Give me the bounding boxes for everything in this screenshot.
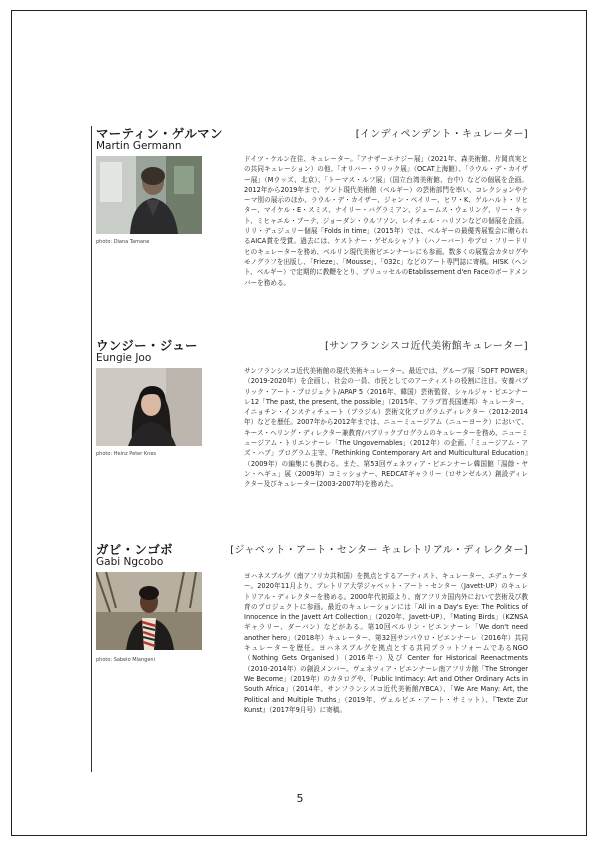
portrait-image [96, 156, 202, 234]
portrait-image [96, 368, 202, 446]
biography-text: ヨハネスブルグ（南アフリカ共和国）を拠点とするアーティスト、キュレーター、エデュケーター。2020年11月より、プレトリア大学ジャベット・アート・センター（Javett-UP）のキュレトリアル・ディレクターを務める。2000年代初頭より、南アフリカ国内外において芸術及び教育のプロジェクトに参画。最近のキュレーションには「All in a Day's Eye: The Politics of Innocence in the Javett Art Collection」（2020年、Javett-UP）、「Mating Birds」（KZNSAギャラリー、ダーバン）などがある。第10回ベルリン・ビエンナーレ「We don't need another hero」（2018年）キュレーター、第32回サンパウロ・ビエンナーレ（2016年）共同キュレーターを歴任。ヨハネスブルグを拠点とする共同プラットフォームであるNGO（Nothing Gets Organised）（2016年-）及び Center for Historical Reenactments（2010-2014年）の創設メンバー。ヴェネツィア・ビエンナーレ南アフリカ館「The Stronger We Become」（2019年）のカタログや、「Public Intimacy: Art and Other Ordinary Acts in South Africa」（2014年、サンフランシスコ近代美術館/YBCA）、「We Are Many: Art, the Political and Multiple Truths」（2019年、ヴェルビエ・アート・サミット）、『Texte Zur Kunst』（2017年9月号）に寄稿。 [244, 572, 528, 714]
page-number: 5 [296, 792, 304, 805]
profile-entry-martin-germann [96, 124, 528, 324]
biography-text: サンフランシスコ近代美術館の現代美術キュレーター。最近では、グループ展「SOFT POWER」（2019-2020年）を企画し、社会の一員、市民としてのアーティストの役割に注目。安養パブリック・アート・プロジェクト/APAP 5（2016年、韓国）芸術監督、シャルジャ・ビエンナーレ12「The past, the present, the possible」（2015年、アラブ首長国連邦）キュレーター、イニョチン・インスティチュート（ブラジル）芸術文化プログラムディレクター（2012-2014年）などを歴任。2007年から2012年までは、ニューミュージアム（ニューヨーク）において、キース・ヘリング・ディレクター兼教育/パブリックプログラムのキュレーターを務め、ニューミュージアム・トリエンナーレ「The Ungovernables」（2012年）の企画、「ミュージアム・アズ・ハブ」プログラム主宰、『Rethinking Contemporary Art and Multicultural Education』（2009年）の編集にも携わる。また、第53回ヴェネツィア・ビエンナーレ韓国館「湯餘・ヤン・ヘギュ」展（2009年）コミッショナー、REDCATギャラリー（ロサンゼルス）創設ディレクター及びキュレーター(2003-2007年)を務めた。 [244, 367, 528, 489]
portrait-image [96, 572, 202, 650]
name-english: Gabi Ngcobo [96, 556, 164, 568]
portrait-photo [96, 368, 202, 446]
portrait-photo [96, 156, 202, 234]
name-english: Eungie Joo [96, 352, 152, 364]
photo-credit: photo: Diana Tamane [96, 239, 150, 245]
name-english: Martin Germann [96, 140, 182, 152]
role-title: [インディペンデント・キュレーター] [355, 129, 528, 140]
profile-entry-gabi-ngcobo [96, 540, 528, 760]
name-japanese: ウンジー・ジュー [96, 338, 198, 353]
role-title: [ジャベット・アート・センター キュレトリアル・ディレクター] [230, 545, 528, 556]
portrait-photo [96, 572, 202, 650]
photo-credit: photo: Sabelo Mlangeni [96, 657, 155, 663]
profile-entry-eungie-joo [96, 336, 528, 526]
name-japanese: マーティン・ゲルマン [96, 126, 223, 141]
name-japanese: ガビ・ンゴボ [96, 542, 173, 557]
photo-credit: photo: Heinz Peter Knes [96, 451, 157, 457]
biography-text: ドイツ・ケルン在住、キュレーター。「アナザーエナジー展」（2021年、森美術館、片岡真実との共同キュレーション）の他、「オリバー・ラリック展」（OCAT上海館）、「ラウル・デ・カイザー展」（Mウッズ、北京）、「トーマス・ルフ展」（国立台湾美術館、台中）などの個展を企画。2012年から2019年まで、ゲント現代美術館（ベルギー）の芸術部門を率い、コレクションやテーマ別の展示のほか、ラウル・デ・カイザー、ジャン・ベイリー、ヒワ・K、ゲルハルト・リヒター、マイケル・E・スミス、ナイリー・バグラミアン、ジェームス・ウェリング、リー・キット、ミヒャエル・ブーテ、ジョーダン・ウルフソン、レイチェル・ハリソンなどの個展を企画。リリ・デュジュリー個展「Folds in time」（2015年）では、ベルギーの最優秀展覧会に贈られるAICA賞を受賞。過去には、ケストナー・ゲゼルシャフト（ハノーバー）やブロ・フリードリヒのキュレーターを務め、ベルリン現代美術ビエンナーレにも参画。数多くの展覧会カタログやモノグラフを出版し、「Frieze」、「Mousse」、「032c」などのアート専門誌に寄稿。HISK（ヘント、ベルギー）で定期的に教鞭をとり、ブリュッセルのEtablissement d'en Faceのボードメンバーを務める。 [244, 155, 528, 287]
vertical-rule [91, 126, 92, 772]
role-title: [サンフランシスコ近代美術館キュレーター] [324, 341, 528, 352]
